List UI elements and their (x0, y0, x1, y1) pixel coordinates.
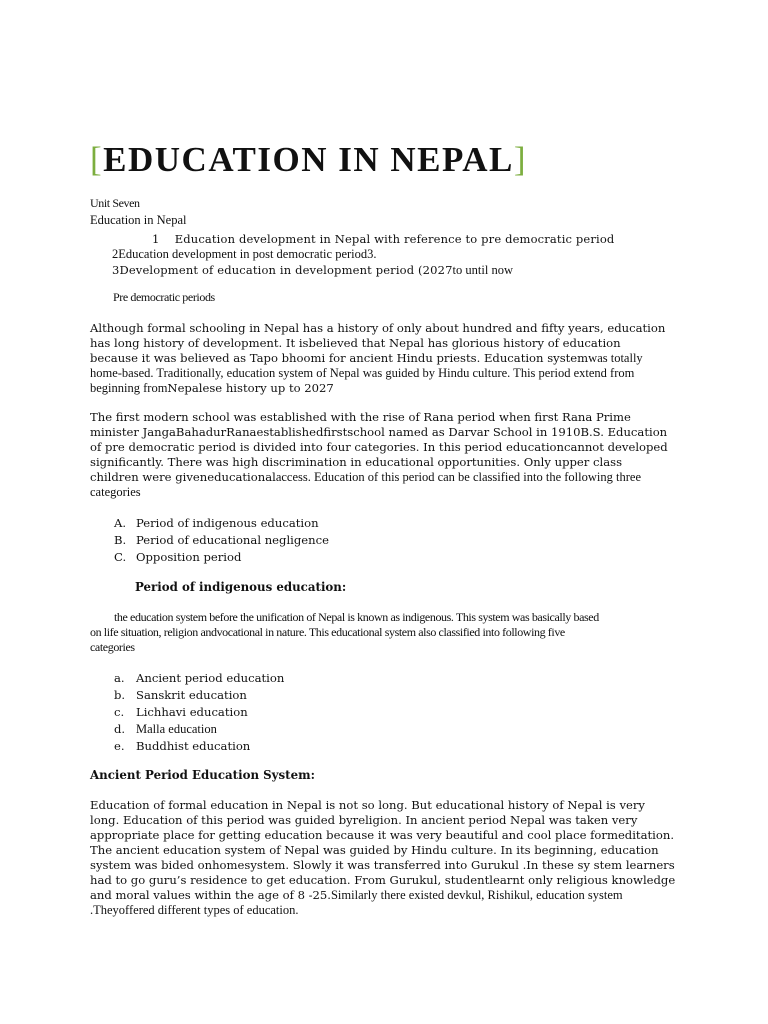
paragraph-line: Although formal schooling in Nepal has a history of only about hundred and fifty years, education (90, 321, 666, 335)
paragraph-line-part: access. Education of this period can be classified into the following three (275, 470, 641, 484)
list-item-text: Sanskrit education (136, 688, 247, 702)
paragraph-line-part: was totally (588, 351, 643, 365)
paragraph-history (90, 321, 690, 396)
paragraph-line (90, 381, 690, 396)
indigenous-list (114, 670, 284, 755)
paragraph-line: has long history of development. It isbelieved that Nepal has glorious history of education (90, 336, 621, 350)
list-marker: C. (114, 550, 127, 564)
list-item-text: Period of educational negligence (136, 533, 329, 547)
document-title (90, 140, 527, 180)
pre-democratic-heading (113, 290, 713, 305)
paragraph-line: The ancient education system of Nepal was guided by Hindu culture. In its beginning, education (90, 843, 659, 857)
list-item (114, 721, 284, 738)
paragraph-line-part: because it was believed as Tapo bhoomi for ancient Hindu priests. Education system (90, 351, 589, 365)
list-item (114, 532, 329, 549)
list-item (114, 670, 284, 687)
paragraph-line: .Theyoffered different types of education. (90, 903, 299, 917)
ancient-heading (90, 768, 690, 782)
title-open-bracket: [ (90, 140, 104, 179)
list-marker: A. (114, 516, 127, 530)
unit-label: Unit Seven (90, 196, 140, 210)
title-text: EDUCATION IN NEPAL (103, 140, 514, 179)
toc-item-3 (90, 262, 690, 279)
list-item (114, 515, 329, 532)
paragraph-line: significantly. There was high discrimination in educational opportunities. Only upper class (90, 455, 623, 469)
toc-item-1-number: 1 (152, 231, 160, 246)
unit-header (90, 196, 690, 279)
subject-label: Education in Nepal (90, 213, 187, 227)
paragraph-line-part: Similarly there existed devkul, Rishikul, education system (330, 888, 623, 902)
toc-item-2: 2Education development in post democratic period3. (112, 246, 377, 261)
paragraph-line (90, 351, 690, 366)
paragraph-line: had to go guru’s residence to get education. From Gurukul, studentlearnt only religious knowledge (90, 873, 676, 887)
paragraph-line: minister JangaBahadurRanaestablishedfirstschool named as Darvar School in 1910B.S. Education (90, 425, 668, 439)
list-marker: B. (114, 533, 127, 547)
toc-item-3-tail: to until now (452, 263, 513, 277)
list-item (114, 704, 284, 721)
paragraph-line: categories (90, 640, 135, 654)
list-marker: d. (114, 722, 126, 736)
pre-democratic-heading-text: Pre democratic periods (113, 290, 215, 304)
indigenous-heading (135, 580, 735, 594)
list-marker: c. (114, 705, 125, 719)
period-list (114, 515, 329, 566)
paragraph-rana-period (90, 410, 690, 500)
toc-item-3-main: 3Development of education in development period (2027 (112, 263, 453, 277)
list-item-text: Buddhist education (136, 739, 251, 753)
paragraph-indigenous (90, 610, 690, 655)
title-close-bracket: ] (513, 140, 528, 179)
paragraph-line: system was bided onhomesystem. Slowly it was transferred into Gurukul .In these sy stem learners (90, 858, 675, 872)
paragraph-line-part: and moral values within the age of 8 -25. (90, 888, 331, 902)
list-item-text: Period of indigenous education (136, 516, 319, 530)
paragraph-line: categories (90, 485, 141, 499)
list-item-text: Opposition period (136, 550, 242, 564)
paragraph-line: Education of formal education in Nepal is not so long. But educational history of Nepal is very (90, 798, 645, 812)
paragraph-line: of pre democratic period is divided into four categories. In this period educationcannot developed (90, 440, 668, 454)
list-marker: a. (114, 671, 125, 685)
list-marker: b. (114, 688, 126, 702)
paragraph-line (90, 470, 690, 485)
list-marker: e. (114, 739, 125, 753)
list-item-text: Lichhavi education (136, 705, 248, 719)
list-item-text: Ancient period education (136, 671, 285, 685)
paragraph-line-part: Nepalese history up to 2027 (167, 381, 334, 395)
paragraph-ancient (90, 798, 690, 918)
toc-item-1-text: Education development in Nepal with reference to pre democratic period (174, 231, 615, 246)
list-item (114, 738, 284, 755)
paragraph-line: the education system before the unification of Nepal is known as indigenous. This system was basically based (114, 610, 599, 624)
paragraph-line: on life situation, religion andvocational in nature. This educational system also classified into following five (90, 625, 565, 639)
toc-item-1 (90, 232, 690, 247)
list-item-text: Malla education (136, 722, 217, 736)
ancient-heading-text: Ancient Period Education System: (90, 768, 315, 782)
paragraph-line: home-based. Traditionally, education system of Nepal was guided by Hindu culture. This period extend from (90, 366, 635, 380)
paragraph-line: long. Education of this period was guided byreligion. In ancient period Nepal was taken very (90, 813, 638, 827)
indigenous-heading-text: Period of indigenous education: (135, 580, 347, 594)
list-item (114, 549, 329, 566)
paragraph-line (90, 888, 690, 903)
list-item (114, 687, 284, 704)
paragraph-line-part: beginning from (90, 381, 168, 395)
paragraph-line: The first modern school was established with the rise of Rana period when first Rana Prime (90, 410, 631, 424)
paragraph-line: appropriate place for getting education because it was very beautiful and cool place formeditation. (90, 828, 675, 842)
paragraph-line-part: children were giveneducational (90, 470, 276, 484)
